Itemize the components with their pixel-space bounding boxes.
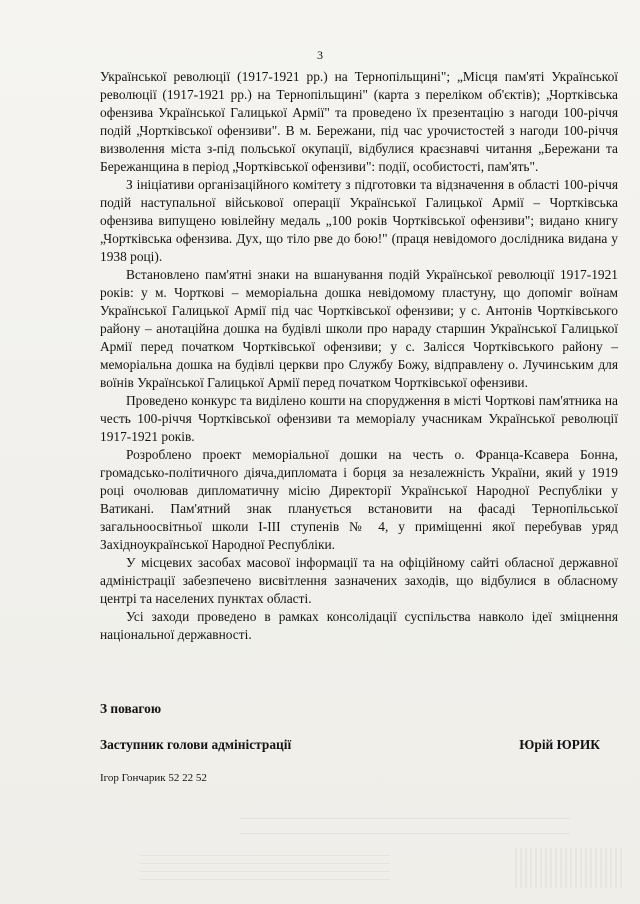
paragraph-4: Проведено конкурс та виділено кошти на спорудження в місті Чорткові пам'ятника на честь 100-річчя Чортківської офензиви та меморіалу учасникам Української революції 1917-1921 років. bbox=[100, 393, 618, 444]
paragraph-5: Розроблено проект меморіальної дошки на честь о. Франца-Ксавера Бонна, громадсько-політичного діяча,дипломата і борця за незалежність України, який у 1919 році очолював дипломатичну місію Директорії Української Народної Республіки у Ватикані. Пам'ятний знак планується встановити на фасаді Тернопільської загальноосвітньої школи І-ІІІ ступенів № 4, у приміщенні якої перебував уряд Західноукраїнської Народної Республіки. bbox=[100, 447, 618, 552]
paragraph-3: Встановлено пам'ятні знаки на вшанування подій Української революції 1917-1921 років: у м. Чорткові – меморіальна дошка невідомому пластуну, що допоміг воїнам Української Галицької Армії під час Чортківської офензиви; у с. Антонів Чортківського району – анотаційна дошка на будівлі школи про нараду старшин Української Галицької Армії перед початком Чортківської офензиви; у с. Залісся Чортківського району – меморіальна дошка на будівлі церкви про Службу Божу, відправлену о. Лучинським для воїнів Української Галицької Армії перед початком Чортківської офензиви. bbox=[100, 267, 618, 390]
signer-name: Юрій ЮРИК bbox=[519, 737, 600, 752]
paragraph-2: З ініціативи організаційного комітету з підготовки та відзначення в області 100-річчя подій наступальної військової операції Української Галицької Армії – Чортківська офензива випущено ювілейну медаль „100 років Чортківської офензиви"; видано книгу „Чортківська офензива. Дух, що тіло рве до бою!" (праця невідомого дослідника видана у 1938 році). bbox=[100, 177, 618, 264]
signer-position: Заступник голови адміністрації bbox=[100, 737, 292, 752]
show-through-barcode bbox=[515, 848, 625, 888]
paragraph-6: У місцевих засобах масової інформації та на офіційному сайті обласної державної адміністрації забезпечено висвітлення зазначених заходів, що відбулися в обласному центрі та населених пунктах області. bbox=[100, 555, 618, 606]
show-through-stamp bbox=[240, 818, 570, 834]
paragraph-7: Усі заходи проведено в рамках консолідації суспільства навколо ідеї зміцнення національної державності. bbox=[100, 609, 618, 642]
paragraph-1: Української революції (1917-1921 рр.) на Тернопільщині"; „Місця пам'яті Української революції (1917-1921 рр.) на Тернопільщині" (карта з переліком об'єктів); „Чортківська офензива Української Галицької Армії" та проведено їх презентацію з нагоди 100-річчя подій „Чортківської офензиви". В м. Бережани, під час урочистостей з нагоди 100-річчя визволення міста з-під польської окупації, відбулися краєзнавчі читання „Бережани та Бережанщина в період „Чортківської офензиви": події, особистості, пам'ять". bbox=[100, 69, 618, 174]
page-number: 3 bbox=[317, 48, 323, 62]
show-through-footer-lines bbox=[140, 855, 390, 885]
closing-salutation: З повагою bbox=[100, 701, 162, 716]
letter-body bbox=[100, 68, 618, 644]
show-through-text bbox=[120, 640, 620, 790]
executor-contact: Ігор Гончарик 52 22 52 bbox=[100, 772, 207, 784]
